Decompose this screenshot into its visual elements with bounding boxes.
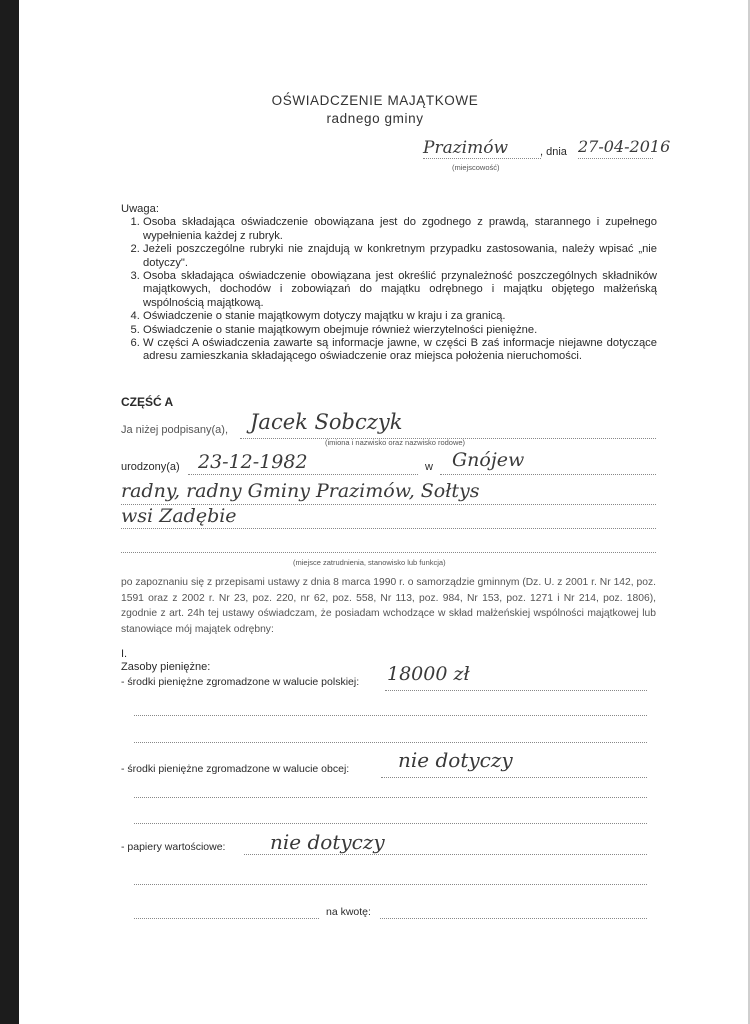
note-item: 1. Osoba składająca oświadczenie obowiązana jest do zgodnego z prawdą, starannego i zupełnego wypełnienia każdej z rubryk. [143, 216, 657, 243]
place-caption: (miejscowość) [452, 163, 500, 172]
date-handwritten: 27-04-2016 [578, 137, 671, 156]
pln-dotted-line-2 [134, 714, 647, 716]
foreign-dotted-line [381, 776, 647, 778]
job-dotted-line-3 [121, 551, 656, 553]
amount-lead-dotted-line [134, 917, 319, 919]
born-date-handwritten: 23-12-1982 [198, 451, 308, 473]
note-item: 3. Osoba składająca oświadczenie obowiązana jest określić przynależność poszczególnych składników majątkowych, dochodów i zobowiązań do majątku odrębnego i majątku objętego małżeńską wspólnością majątkową. [143, 270, 657, 310]
foreign-dotted-line-3 [134, 822, 647, 824]
notes-heading: Uwaga: [121, 203, 159, 215]
signer-label: Ja niżej podpisany(a), [121, 424, 229, 436]
note-item: 2. Jeżeli poszczególne rubryki nie znajdują w konkretnym przypadku zastosowania, należy wpisać „nie dotyczy". [143, 243, 657, 270]
place-dotted-line [423, 157, 541, 159]
foreign-dotted-line-2 [134, 796, 647, 798]
document-subtitle: radnego gminy [326, 111, 424, 126]
pln-value-handwritten: 18000 zł [387, 663, 470, 685]
note-item: 6. W części A oświadczenia zawarte są informacje jawne, w części B zaś informacje niejawne dotyczące adresu zamieszkania składającego oświadczenie oraz miejsca położenia nieruchomości. [143, 337, 657, 364]
signer-caption: (imiona i nazwisko oraz nazwisko rodowe) [325, 438, 466, 447]
section-1-numeral: I. [121, 648, 128, 660]
place-handwritten: Prazimów [423, 138, 508, 158]
job-line2-handwritten: wsi Zadębie [121, 505, 237, 527]
job-line1-handwritten: radny, radny Gminy Prazimów, Sołtys [121, 480, 480, 502]
declaration-paragraph: po zapoznaniu się z przepisami ustawy z dnia 8 marca 1990 r. o samorządzie gminnym (Dz. U. z 2001 r. Nr 142, poz. 1591 oraz z 2002 r. Nr 23, poz. 220, nr 62, poz. 558, Nr 113, poz. 984, Nr 153, poz. 1271 i Nr 214, poz. 1806), zgodnie z art. 24h tej ustawy oświadczam, że posiadam wchodzące w skład małżeńskiej wspólności majątkowej lub stanowiące mój majątek odrębny: [121, 577, 656, 635]
born-place-dotted-line [440, 473, 656, 475]
securities-label: - papiery wartościowe: [121, 841, 226, 853]
notes-list [121, 216, 657, 363]
note-item: 4. Oświadczenie o stanie majątkowym dotyczy majątku w kraju i za granicą. [143, 310, 657, 323]
job-dotted-line-2 [121, 527, 656, 529]
born-label: urodzony(a) [121, 461, 180, 473]
job-caption: (miejsce zatrudnienia, stanowisko lub funkcja) [293, 558, 446, 567]
foreign-value-handwritten: nie dotyczy [398, 748, 513, 772]
pln-dotted-line [385, 689, 647, 691]
born-in-label: w [425, 461, 433, 473]
amount-dotted-line [380, 917, 647, 919]
born-place-handwritten: Gnójew [452, 449, 525, 471]
date-dotted-line [578, 157, 653, 159]
born-date-dotted-line [188, 473, 418, 475]
securities-value-handwritten: nie dotyczy [270, 830, 385, 854]
securities-dotted-line-2 [134, 883, 647, 885]
notes-block [121, 203, 657, 364]
document-title: OŚWIADCZENIE MAJĄTKOWE [271, 93, 479, 108]
pln-label: - środki pieniężne zgromadzone w walucie polskiej: [121, 676, 360, 688]
pln-dotted-line-3 [134, 741, 647, 743]
note-item: 5. Oświadczenie o stanie majątkowym obejmuje również wierzytelności pieniężne. [143, 324, 657, 337]
scan-edge-bar [0, 0, 19, 1024]
section-1-heading: Zasoby pieniężne: [121, 661, 211, 673]
part-a-heading: CZĘŚĆ A [121, 395, 174, 409]
date-label: , dnia [540, 146, 567, 158]
signer-handwritten: Jacek Sobczyk [250, 410, 403, 434]
foreign-label: - środki pieniężne zgromadzone w walucie obcej: [121, 763, 350, 775]
amount-label: na kwotę: [326, 906, 371, 918]
